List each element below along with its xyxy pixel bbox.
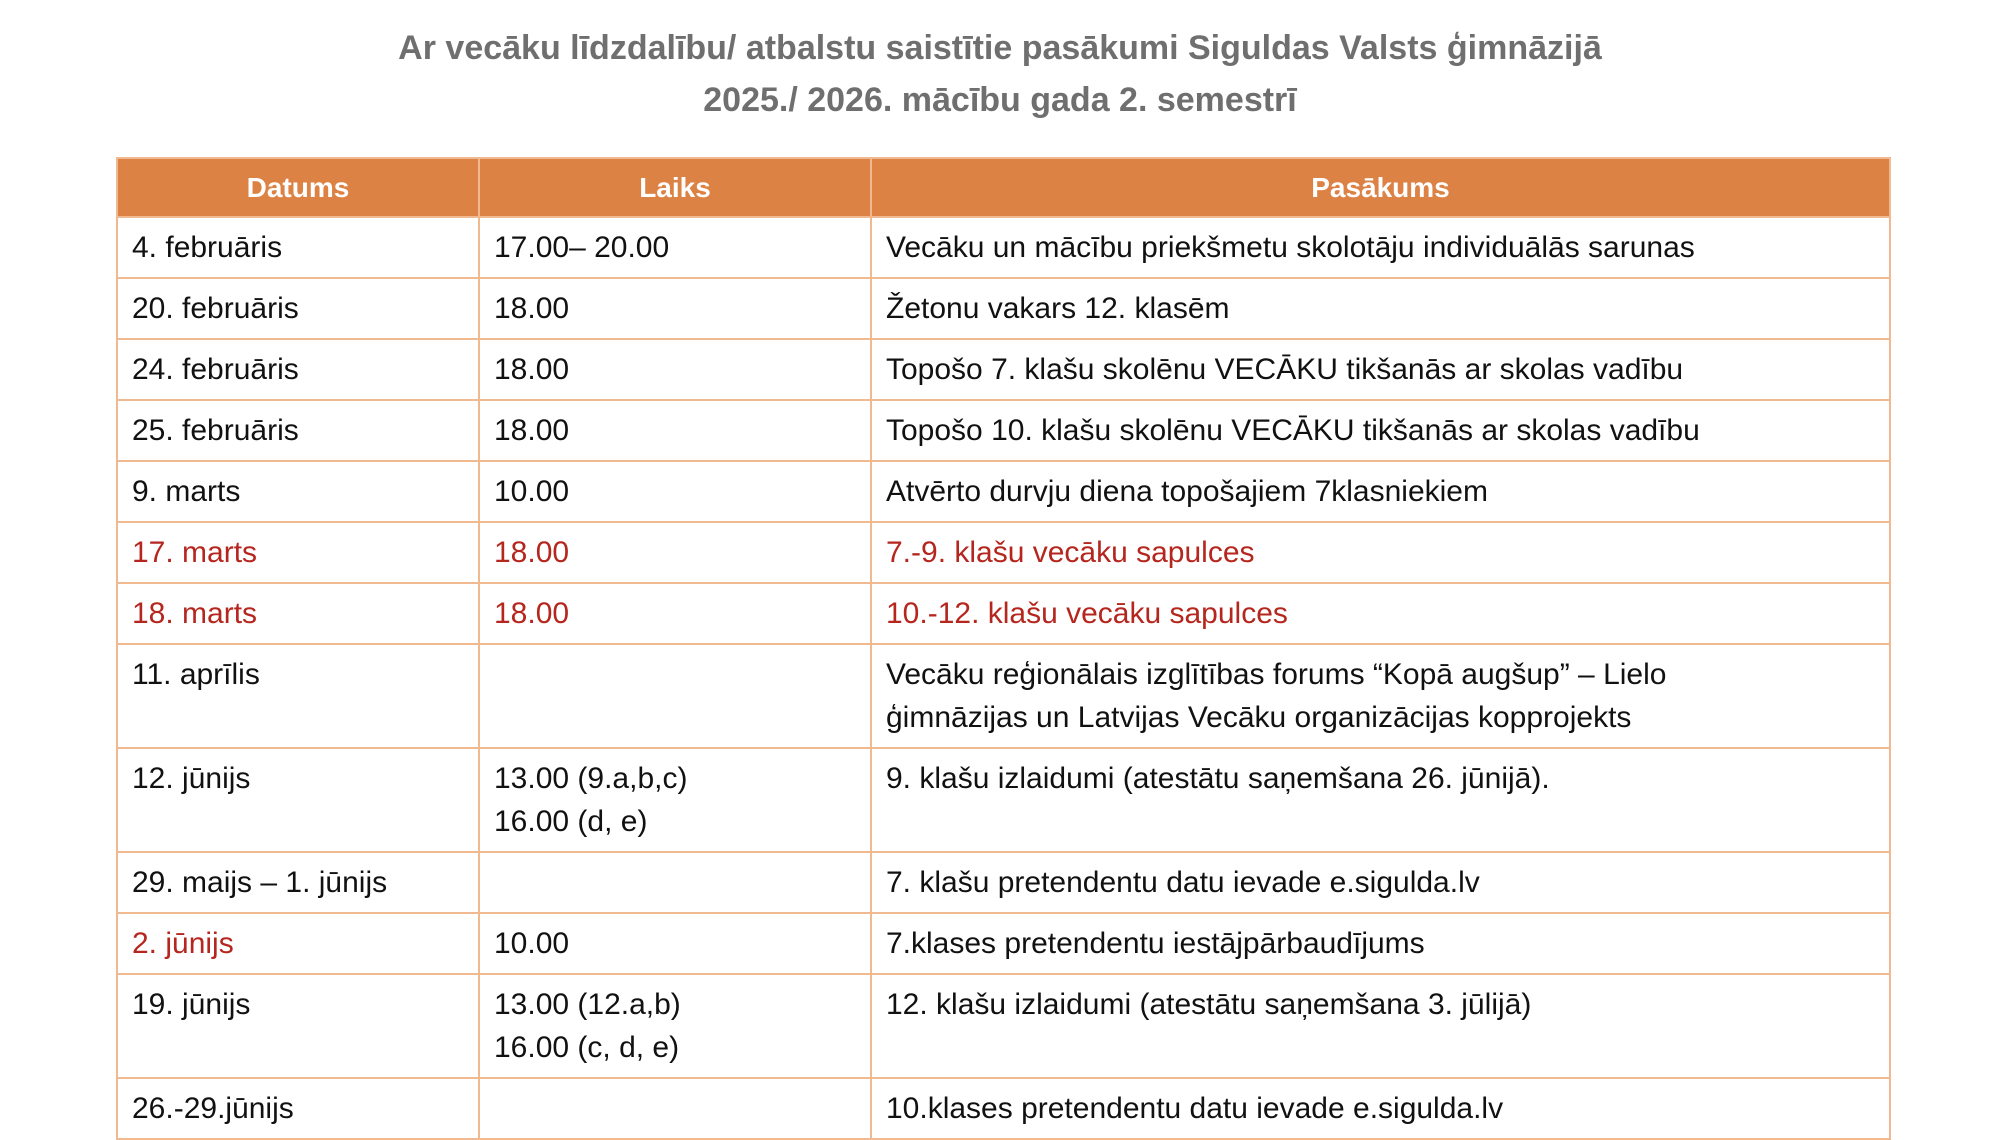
table-header-row bbox=[117, 158, 1890, 217]
event-cell bbox=[871, 339, 1890, 400]
time-cell-line: 16.00 (c, d, e) bbox=[494, 1031, 680, 1064]
title-line-1: Ar vecāku līdzdalību/ atbalstu saistītie pasākumi Siguldas Valsts ģimnāzijā bbox=[398, 29, 1602, 67]
event-cell bbox=[871, 913, 1890, 974]
time-cell bbox=[479, 852, 871, 913]
time-cell bbox=[479, 748, 871, 852]
event-cell bbox=[871, 974, 1890, 1078]
event-cell-line: 10.klases pretendentu datu ievade e.sigulda.lv bbox=[886, 1092, 1504, 1125]
table-row bbox=[117, 583, 1890, 644]
event-cell-line: 7. klašu pretendentu datu ievade e.sigulda.lv bbox=[886, 866, 1480, 899]
time-cell-line: 18.00 bbox=[494, 414, 570, 447]
date-cell bbox=[117, 217, 479, 278]
event-cell-line: Vecāku reģionālais izglītības forums “Kopā augšup” – Lielo bbox=[886, 658, 1667, 691]
table-row bbox=[117, 522, 1890, 583]
date-cell-text: 24. februāris bbox=[132, 353, 299, 386]
time-cell-line: 10.00 bbox=[494, 475, 570, 508]
date-cell-text: 11. aprīlis bbox=[132, 658, 260, 691]
event-cell-line: 10.-12. klašu vecāku sapulces bbox=[886, 597, 1288, 630]
table-row bbox=[117, 913, 1890, 974]
date-cell bbox=[117, 400, 479, 461]
column-header-event: Pasākums bbox=[871, 158, 1890, 217]
date-cell bbox=[117, 644, 479, 748]
date-cell-text: 25. februāris bbox=[132, 414, 299, 447]
date-cell-text: 26.-29.jūnijs bbox=[132, 1092, 294, 1125]
time-cell bbox=[479, 644, 871, 748]
event-cell-line: Topošo 10. klašu skolēnu VECĀKU tikšanās ar skolas vadību bbox=[886, 414, 1700, 447]
event-cell bbox=[871, 852, 1890, 913]
table-row bbox=[117, 278, 1890, 339]
event-cell bbox=[871, 278, 1890, 339]
time-cell-line: 13.00 (9.a,b,c) bbox=[494, 762, 688, 795]
event-cell bbox=[871, 583, 1890, 644]
date-cell bbox=[117, 748, 479, 852]
event-cell-line: Topošo 7. klašu skolēnu VECĀKU tikšanās ar skolas vadību bbox=[886, 353, 1684, 386]
date-cell-text: 18. marts bbox=[132, 597, 258, 630]
date-cell bbox=[117, 913, 479, 974]
date-cell bbox=[117, 852, 479, 913]
time-cell bbox=[479, 974, 871, 1078]
table-body bbox=[117, 217, 1890, 1139]
page-title bbox=[0, 22, 2000, 126]
time-cell-line: 18.00 bbox=[494, 292, 570, 325]
date-cell-text: 29. maijs – 1. jūnijs bbox=[132, 866, 388, 899]
table-row bbox=[117, 1078, 1890, 1139]
event-cell-line: ģimnāzijas un Latvijas Vecāku organizācijas kopprojekts bbox=[886, 701, 1632, 734]
table-row bbox=[117, 748, 1890, 852]
table-row bbox=[117, 400, 1890, 461]
time-cell bbox=[479, 339, 871, 400]
time-cell-line: 13.00 (12.a,b) bbox=[494, 988, 681, 1021]
date-cell bbox=[117, 974, 479, 1078]
event-cell bbox=[871, 522, 1890, 583]
column-header-time: Laiks bbox=[479, 158, 871, 217]
date-cell bbox=[117, 461, 479, 522]
date-cell-text: 12. jūnijs bbox=[132, 762, 251, 795]
table-row bbox=[117, 852, 1890, 913]
time-cell-line: 17.00– 20.00 bbox=[494, 231, 670, 264]
date-cell-text: 9. marts bbox=[132, 475, 241, 508]
date-cell bbox=[117, 278, 479, 339]
time-cell bbox=[479, 461, 871, 522]
time-cell bbox=[479, 1078, 871, 1139]
time-cell-line: 18.00 bbox=[494, 597, 570, 630]
time-cell bbox=[479, 913, 871, 974]
time-cell-line: 10.00 bbox=[494, 927, 570, 960]
date-cell-text: 20. februāris bbox=[132, 292, 299, 325]
event-cell bbox=[871, 461, 1890, 522]
time-cell-line: 18.00 bbox=[494, 536, 570, 569]
date-cell-text: 4. februāris bbox=[132, 231, 283, 264]
date-cell bbox=[117, 583, 479, 644]
table-row bbox=[117, 217, 1890, 278]
table-row bbox=[117, 339, 1890, 400]
event-cell bbox=[871, 217, 1890, 278]
event-cell bbox=[871, 748, 1890, 852]
event-cell-line: 9. klašu izlaidumi (atestātu saņemšana 26. jūnijā). bbox=[886, 762, 1550, 795]
event-cell-line: Atvērto durvju diena topošajiem 7klasniekiem bbox=[886, 475, 1488, 508]
event-cell-line: Žetonu vakars 12. klasēm bbox=[886, 292, 1230, 325]
event-cell-line: 7.klases pretendentu iestājpārbaudījums bbox=[886, 927, 1425, 960]
date-cell-text: 17. marts bbox=[132, 536, 258, 569]
column-header-date: Datums bbox=[117, 158, 479, 217]
time-cell bbox=[479, 400, 871, 461]
time-cell-line: 16.00 (d, e) bbox=[494, 805, 648, 838]
time-cell bbox=[479, 217, 871, 278]
table-row bbox=[117, 974, 1890, 1078]
date-cell-text: 19. jūnijs bbox=[132, 988, 251, 1021]
event-cell bbox=[871, 1078, 1890, 1139]
table-row bbox=[117, 461, 1890, 522]
event-cell bbox=[871, 400, 1890, 461]
time-cell bbox=[479, 583, 871, 644]
event-cell bbox=[871, 644, 1890, 748]
date-cell-text: 2. jūnijs bbox=[132, 927, 234, 960]
time-cell bbox=[479, 278, 871, 339]
date-cell bbox=[117, 522, 479, 583]
date-cell bbox=[117, 339, 479, 400]
time-cell-line: 18.00 bbox=[494, 353, 570, 386]
table-row bbox=[117, 644, 1890, 748]
event-cell-line: 12. klašu izlaidumi (atestātu saņemšana 3. jūlijā) bbox=[886, 988, 1532, 1021]
event-cell-line: 7.-9. klašu vecāku sapulces bbox=[886, 536, 1255, 569]
date-cell bbox=[117, 1078, 479, 1139]
events-table bbox=[116, 157, 1891, 1140]
title-line-2: 2025./ 2026. mācību gada 2. semestrī bbox=[703, 81, 1297, 119]
event-cell-line: Vecāku un mācību priekšmetu skolotāju individuālās sarunas bbox=[886, 231, 1695, 264]
time-cell bbox=[479, 522, 871, 583]
